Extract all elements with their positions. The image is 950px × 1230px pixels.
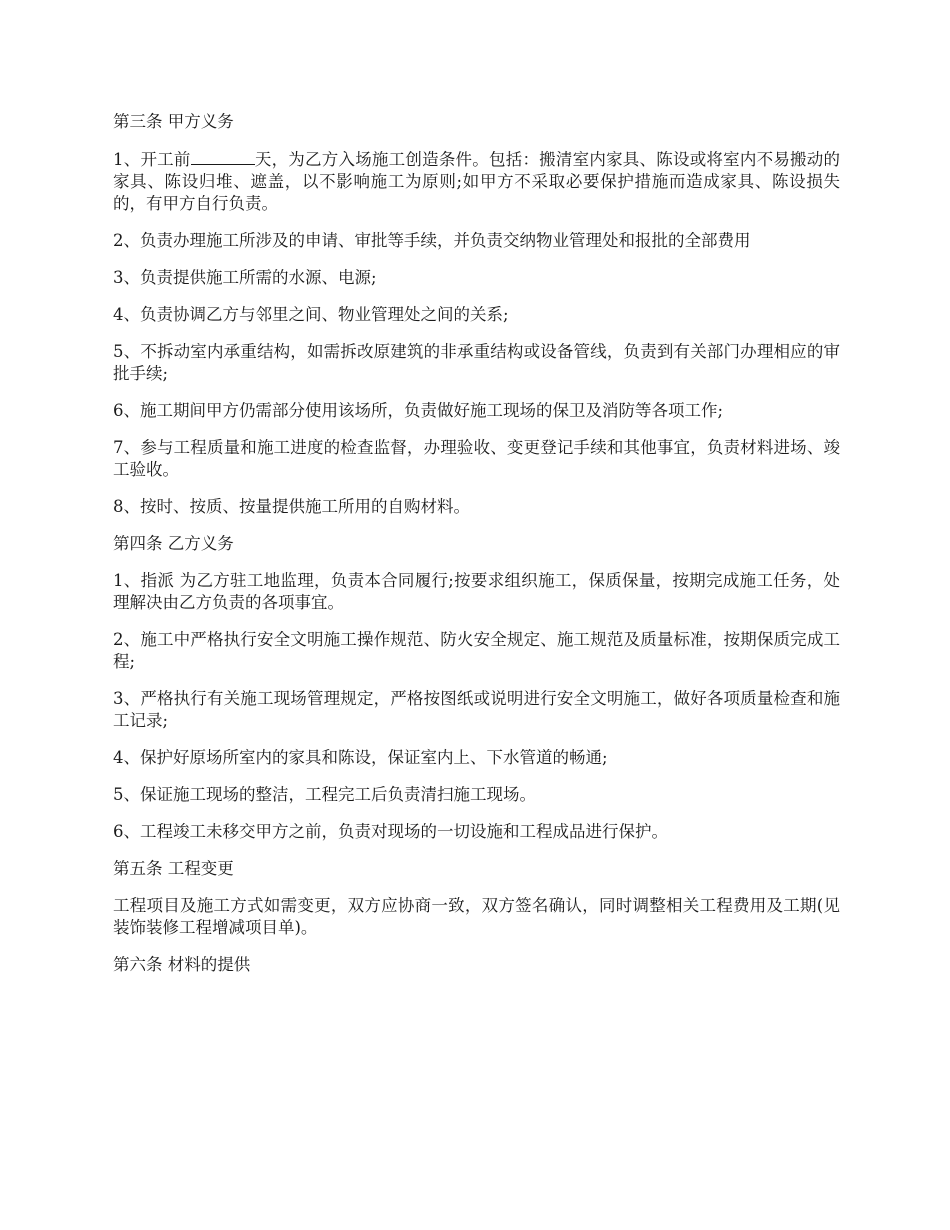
clause-3-8: 8、按时、按质、按量提供施工所用的自购材料。 bbox=[113, 497, 470, 516]
section-heading-6: 第六条 材料的提供 bbox=[113, 955, 251, 974]
clause-3-1-start: 1、开工前 bbox=[113, 150, 191, 169]
clause-3-7: 7、参与工程质量和施工进度的检查监督，办理验收、变更登记手续和其他事宜，负责材料进场、竣工验收。 bbox=[113, 438, 840, 479]
section-heading-4: 第四条 乙方义务 bbox=[113, 534, 234, 553]
clause-3-1 bbox=[113, 148, 840, 215]
clause-3-1-rest: 天，为乙方入场施工创造条件。包括：搬清室内家具、陈设或将室内不易搬动的家具、陈设归堆、遮盖，以不影响施工为原则;如甲方不采取必要保护措施而造成家具、陈设损失的，有甲方自行负责。 bbox=[113, 150, 841, 213]
document-page bbox=[113, 111, 840, 991]
clause-4-3: 3、严格执行有关施工现场管理规定，严格按图纸或说明进行安全文明施工，做好各项质量检查和施工记录; bbox=[113, 689, 840, 730]
clause-3-2: 2、负责办理施工所涉及的申请、审批等手续，并负责交纳物业管理处和报批的全部费用 bbox=[113, 231, 751, 250]
clause-4-4: 4、保护好原场所室内的家具和陈设，保证室内上、下水管道的畅通; bbox=[113, 748, 608, 767]
section-heading-3: 第三条 甲方义务 bbox=[113, 112, 234, 131]
clause-3-4: 4、负责协调乙方与邻里之间、物业管理处之间的关系; bbox=[113, 305, 509, 324]
clause-3-3: 3、负责提供施工所需的水源、电源; bbox=[113, 268, 377, 287]
section-heading-5: 第五条 工程变更 bbox=[113, 859, 234, 878]
clause-5-body: 工程项目及施工方式如需变更，双方应协商一致，双方签名确认，同时调整相关工程费用及工期(见装饰装修工程增减项目单)。 bbox=[113, 896, 840, 937]
clause-3-5: 5、不拆动室内承重结构，如需拆改原建筑的非承重结构或设备管线，负责到有关部门办理相应的审批手续; bbox=[113, 342, 840, 383]
fill-in-blank-days bbox=[191, 148, 255, 165]
clause-3-6: 6、施工期间甲方仍需部分使用该场所，负责做好施工现场的保卫及消防等各项工作; bbox=[113, 401, 724, 420]
clause-4-2: 2、施工中严格执行安全文明施工操作规范、防火安全规定、施工规范及质量标准，按期保质完成工程; bbox=[113, 630, 840, 671]
clause-4-6: 6、工程竣工未移交甲方之前，负责对现场的一切设施和工程成品进行保护。 bbox=[113, 822, 668, 841]
clause-4-1: 1、指派 为乙方驻工地监理，负责本合同履行;按要求组织施工，保质保量，按期完成施工任务，处理解决由乙方负责的各项事宜。 bbox=[113, 571, 840, 612]
clause-4-5: 5、保证施工现场的整洁，工程完工后负责清扫施工现场。 bbox=[113, 785, 536, 804]
